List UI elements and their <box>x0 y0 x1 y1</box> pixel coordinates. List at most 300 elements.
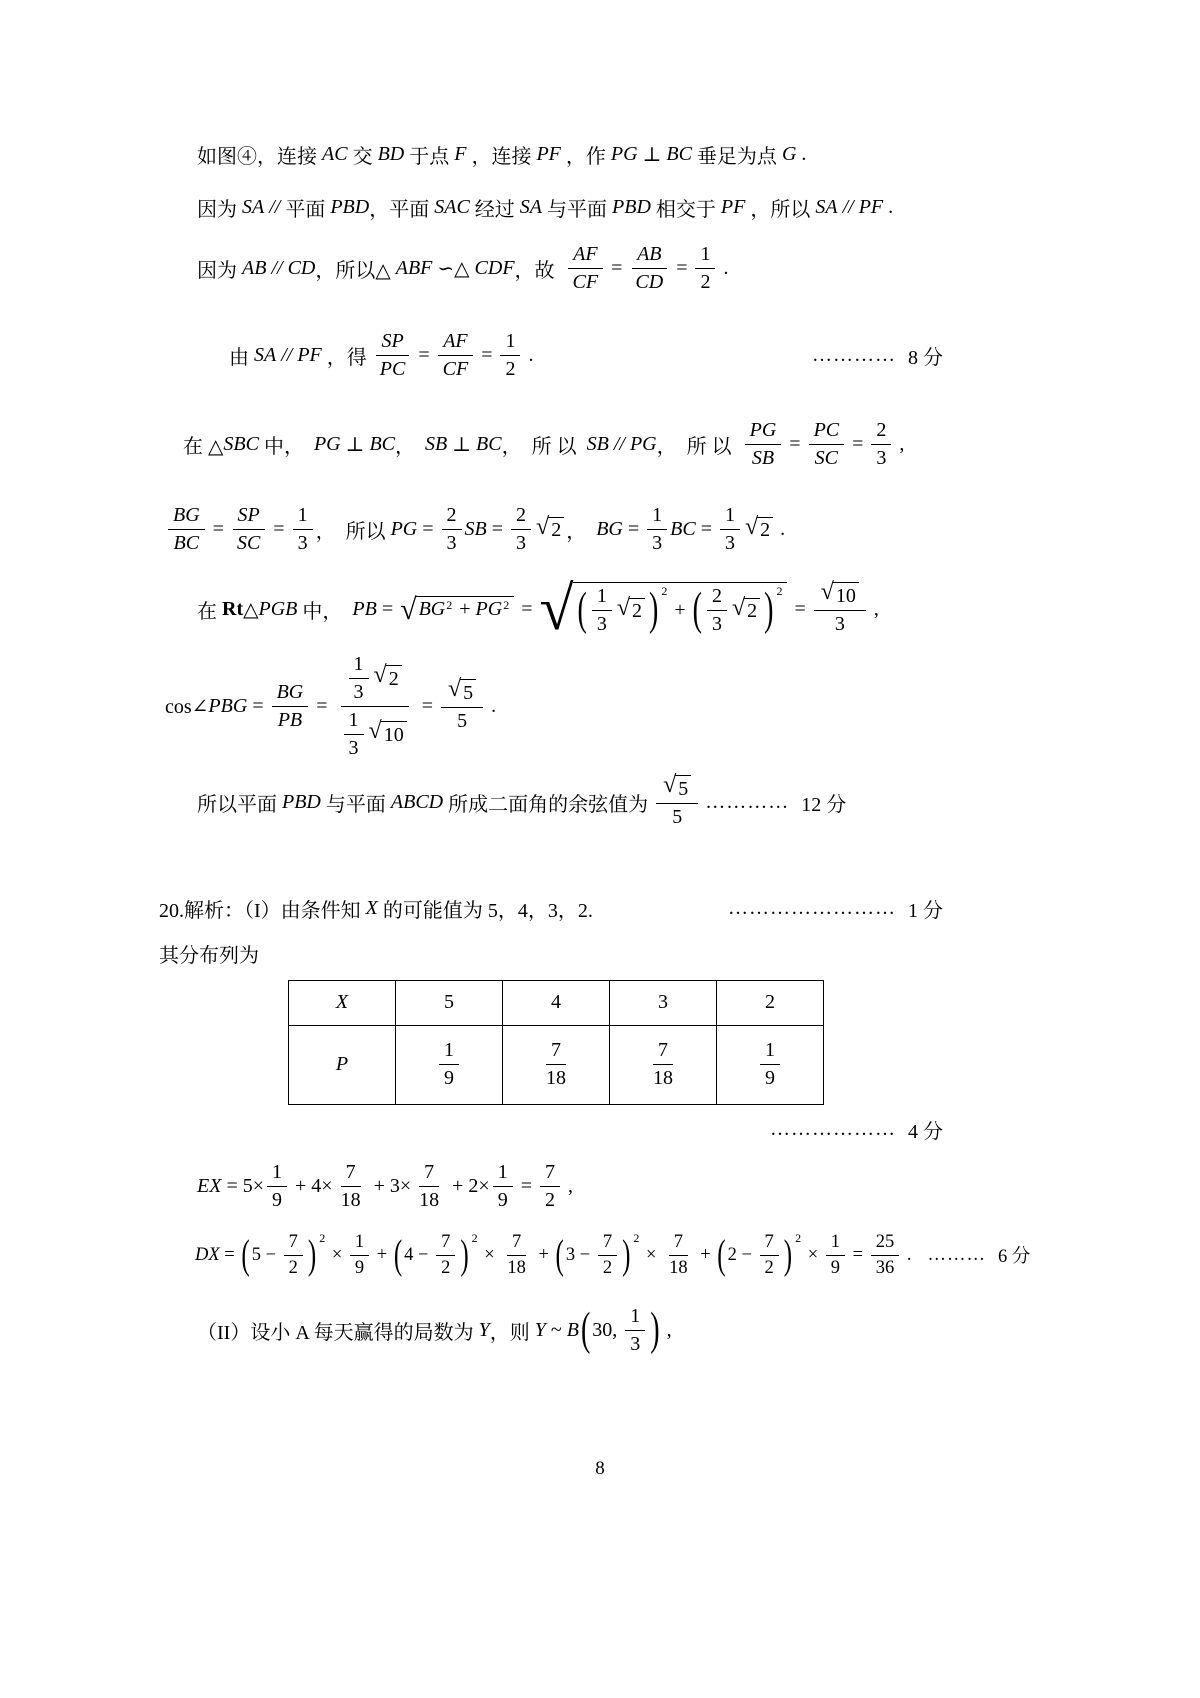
fraction <box>500 329 520 382</box>
radical-sign: √ <box>616 595 631 621</box>
math-text: 5 − <box>251 1244 281 1265</box>
math-text: 7 <box>764 1231 774 1252</box>
math-text: = <box>606 257 628 279</box>
math-variable: PG <box>475 598 503 621</box>
denominator <box>720 530 740 556</box>
fraction <box>349 652 369 705</box>
math-text: 2 <box>632 600 643 622</box>
formula <box>197 193 893 222</box>
math-variable: // <box>276 344 298 366</box>
math-text: = <box>476 344 498 366</box>
denominator <box>336 707 414 761</box>
numerator <box>284 1231 303 1256</box>
math-text: + <box>533 1244 554 1265</box>
table-header-x: X <box>289 980 396 1025</box>
math-variable: PBD <box>330 196 370 218</box>
math-text: 由 <box>229 347 254 369</box>
table-cell-x2: 4 <box>503 980 610 1025</box>
part2-binomial-line <box>197 1304 943 1357</box>
math-variable: SB <box>586 433 609 455</box>
math-variable: BC <box>173 532 200 554</box>
denominator <box>871 445 891 471</box>
dotted-leader: …………………… <box>728 896 896 919</box>
math-text: = <box>207 518 229 540</box>
denominator <box>273 707 307 733</box>
math-text: ，所以 <box>745 199 816 221</box>
numerator <box>233 503 265 530</box>
radicand <box>548 517 564 542</box>
paren: ) <box>307 1233 317 1278</box>
square-root <box>368 717 407 748</box>
score-label: 1 分 <box>908 899 943 922</box>
math-variable: PF <box>297 344 322 366</box>
math-variable: PG <box>610 143 638 165</box>
math-variable: PG <box>629 433 657 455</box>
numerator <box>707 584 727 611</box>
math-variable: SA <box>815 196 838 218</box>
formula <box>165 652 496 761</box>
numerator <box>272 680 309 707</box>
score-label: 12 分 <box>801 793 847 816</box>
math-text: 3 <box>711 613 722 635</box>
math-text: + <box>454 598 476 621</box>
math-text: × <box>327 1244 347 1265</box>
numerator <box>809 418 845 445</box>
formula <box>197 1160 573 1213</box>
table-cell-x4: 2 <box>717 980 824 1025</box>
table-cell-p3 <box>610 1025 717 1104</box>
radical-sign: √ <box>400 593 417 627</box>
numerator <box>826 1231 845 1256</box>
math-text: = <box>311 694 333 717</box>
numerator <box>871 1231 900 1256</box>
math-text: 7 <box>602 1231 613 1252</box>
radicand <box>629 598 645 623</box>
numerator <box>745 418 782 445</box>
math-text: 1 <box>497 1160 508 1183</box>
math-text: 所以平面 <box>197 793 282 816</box>
math-text: ~ <box>545 1319 567 1342</box>
math-text: 与平面 <box>320 793 391 816</box>
math-text: 3 <box>876 447 887 469</box>
numerator <box>540 1160 560 1187</box>
math-text: 3 <box>725 532 735 554</box>
fraction <box>760 1231 779 1280</box>
numerator: 1 <box>760 1038 780 1065</box>
math-text: ，连接 <box>466 146 537 168</box>
math-text: 10 <box>383 723 404 746</box>
math-variable: // <box>837 196 859 218</box>
numerator <box>442 503 462 530</box>
numerator <box>647 503 667 530</box>
math-text: 在 <box>197 601 222 624</box>
math-text: 7 <box>288 1231 298 1252</box>
math-text: ，平面 <box>369 199 435 221</box>
math-variable: SP <box>237 504 260 526</box>
math-text: 2 <box>602 1257 613 1278</box>
math-text: 10 <box>835 585 856 608</box>
math-variable: PF <box>858 196 884 218</box>
denominator <box>630 269 668 295</box>
radicand <box>757 517 773 542</box>
fraction <box>541 1038 571 1091</box>
denominator: 18 <box>546 1067 566 1090</box>
math-variable: AF <box>443 330 468 352</box>
math-text: 1 <box>830 1231 841 1252</box>
denominator <box>169 530 205 556</box>
math-text: 3 − <box>565 1244 595 1265</box>
expectation-line <box>197 1160 943 1213</box>
numerator <box>376 329 408 356</box>
math-text: 3 <box>446 532 457 554</box>
fraction <box>414 1160 444 1213</box>
math-variable: PBD <box>612 196 651 218</box>
fraction <box>707 584 727 637</box>
math-variable: CF <box>442 358 469 380</box>
table-cell-p2 <box>503 1025 610 1104</box>
fraction <box>232 503 265 556</box>
math-variable: // <box>266 257 288 279</box>
math-text: 2 <box>760 519 771 541</box>
denominator <box>664 1256 693 1280</box>
math-text: 25 <box>875 1231 895 1252</box>
math-text: 2 <box>700 271 711 293</box>
score-line-4 <box>165 1115 943 1144</box>
math-text: = <box>413 344 435 366</box>
math-variable: PBD <box>282 790 321 813</box>
denominator <box>500 356 520 382</box>
square-root <box>536 514 564 542</box>
math-variable: AB <box>637 243 662 265</box>
paren: ( <box>692 584 702 636</box>
math-text: 18 <box>340 1188 361 1211</box>
numerator <box>341 1160 361 1187</box>
numerator <box>436 1231 455 1256</box>
fraction <box>272 680 309 733</box>
math-text: 2 <box>551 519 562 541</box>
formula <box>183 418 904 471</box>
fraction <box>436 1231 455 1280</box>
math-text: = <box>268 518 290 540</box>
dotted-leader: ……… <box>927 1244 986 1265</box>
fraction <box>871 1231 900 1280</box>
numerator <box>349 652 369 679</box>
denominator <box>284 1256 303 1280</box>
denominator <box>349 679 369 705</box>
math-text: ，作 <box>560 146 611 168</box>
math-variable: B <box>566 1319 579 1342</box>
numerator <box>168 503 205 530</box>
math-text: 5 <box>457 709 468 732</box>
denominator: 9 <box>444 1067 454 1090</box>
numerator <box>568 242 602 269</box>
math-variable: BG <box>596 518 623 540</box>
denominator <box>540 1187 560 1213</box>
math-text: = <box>515 1174 537 1197</box>
numerator <box>293 503 313 530</box>
math-variable: ABCD <box>390 790 444 813</box>
radical-sign: √ <box>448 675 462 702</box>
table-row-p <box>289 1025 824 1104</box>
denominator <box>667 804 687 830</box>
superscript: 2 <box>503 598 510 613</box>
math-variable: SA <box>254 344 277 366</box>
score-label: 6 分 <box>997 1247 1031 1268</box>
formula <box>197 1304 672 1357</box>
math-text: 3 <box>353 680 364 703</box>
table-cell-p1 <box>396 1025 503 1104</box>
page-number: 8 <box>595 1458 605 1479</box>
math-text: 1 <box>652 504 663 526</box>
math-variable: DX <box>195 1244 220 1265</box>
math-variable: BG <box>418 598 446 621</box>
fraction <box>592 584 612 637</box>
paren: ( <box>577 584 587 636</box>
math-text: 5 <box>672 805 683 828</box>
math-variable: SB <box>425 433 448 455</box>
distribution-intro <box>159 939 943 968</box>
numerator <box>500 329 520 356</box>
math-text: ⊥ <box>637 144 667 166</box>
math-text: 9 <box>830 1257 841 1278</box>
math-variable: PC <box>813 419 840 441</box>
fraction <box>438 329 474 382</box>
score-tail <box>728 894 943 923</box>
numerator <box>625 1304 645 1331</box>
math-text: 在 △ <box>183 436 224 458</box>
math-variable: BC <box>670 518 696 540</box>
superscript: 2 <box>471 1230 478 1245</box>
math-variable: BC <box>369 433 395 455</box>
paren: ) <box>460 1233 469 1278</box>
math-text: 5 <box>463 681 474 704</box>
denominator <box>442 530 462 556</box>
paren: ( <box>241 1233 250 1278</box>
score-tail <box>927 1242 1030 1268</box>
math-variable: SBC <box>223 433 259 455</box>
math-text: 5 <box>678 777 689 800</box>
numerator: 1 <box>439 1038 459 1065</box>
denominator <box>695 269 715 295</box>
math-text: 1 <box>725 504 735 526</box>
fraction <box>441 675 483 734</box>
fraction <box>648 1038 678 1091</box>
radical-sign: √ <box>731 595 746 621</box>
denominator <box>232 530 265 556</box>
numerator <box>598 1231 617 1256</box>
denominator <box>707 611 727 637</box>
math-text: 9 <box>354 1257 365 1278</box>
fraction <box>568 242 604 295</box>
step-pg-bg-values <box>165 503 943 556</box>
fraction <box>826 1231 845 1280</box>
math-text: 20.解析：（I）由条件知 <box>159 899 366 922</box>
math-text: 3 <box>652 532 663 554</box>
math-variable: AC <box>322 143 348 165</box>
step-pb-length <box>197 575 943 643</box>
radical-sign: √ <box>368 717 382 744</box>
math-text: = <box>376 598 399 621</box>
paren: ) <box>764 584 774 636</box>
math-variable: SB <box>464 518 487 540</box>
table-cell-x1: 5 <box>396 980 503 1025</box>
math-text: 7 <box>345 1160 356 1183</box>
radicand <box>386 665 402 692</box>
radical-sign: √ <box>373 661 387 688</box>
square-root <box>616 595 645 623</box>
math-text: 2 <box>876 419 887 441</box>
math-variable: BC <box>666 143 692 165</box>
math-variable: SB <box>751 447 775 469</box>
math-text: × <box>803 1244 823 1265</box>
superscript: 2 <box>776 584 783 598</box>
square-root <box>400 593 514 627</box>
math-text: 30, <box>592 1319 623 1342</box>
denominator <box>871 1256 900 1280</box>
math-text: 经过 <box>469 199 520 221</box>
math-variable: PB <box>277 708 303 731</box>
math-text: . <box>523 344 534 366</box>
math-text: = <box>784 433 806 455</box>
math-variable: // <box>608 433 630 455</box>
dotted-leader: ………… <box>705 790 790 813</box>
radical-sign: √ <box>820 579 834 606</box>
fraction <box>647 503 667 556</box>
superscript: 2 <box>795 1230 802 1245</box>
math-variable: ABF <box>395 257 433 279</box>
paren: ( <box>580 1304 591 1356</box>
numerator <box>814 579 866 611</box>
math-variable: SC <box>236 532 261 554</box>
math-variable: BG <box>173 504 200 526</box>
formula <box>197 140 806 169</box>
numerator <box>438 329 472 356</box>
math-text: , <box>894 433 905 455</box>
superscript: 2 <box>633 1230 640 1245</box>
math-text: 3 <box>516 532 527 554</box>
math-text: 1 <box>297 504 308 526</box>
math-text: ，所以△ <box>315 260 396 282</box>
fraction <box>720 503 740 556</box>
math-text: ， <box>395 436 425 458</box>
math-text: ， <box>566 521 597 543</box>
math-variable: PF <box>720 196 746 218</box>
math-text: 3 <box>348 736 359 759</box>
denominator <box>760 1256 779 1280</box>
step-similar-triangles <box>197 242 943 295</box>
fraction <box>598 1231 617 1280</box>
fraction <box>540 1160 560 1213</box>
denominator <box>414 1187 444 1213</box>
numerator <box>760 1231 779 1256</box>
math-text: 18 <box>669 1257 688 1278</box>
step-ratio-sp-pc <box>229 329 943 382</box>
math-variable: BD <box>377 143 405 165</box>
math-text: 1 <box>354 1231 365 1252</box>
table-row-x <box>289 980 824 1025</box>
math-text: 2 <box>711 585 722 607</box>
math-text: 2 − <box>727 1244 757 1265</box>
math-text: = <box>848 1244 868 1265</box>
denominator <box>568 269 604 295</box>
numerator <box>350 1231 369 1256</box>
math-text: = <box>219 1244 240 1265</box>
math-text: 1 <box>348 708 359 731</box>
denominator <box>810 445 843 471</box>
math-text: 7 <box>673 1231 683 1252</box>
math-variable: Y <box>478 1319 490 1342</box>
math-variable: PG <box>313 433 341 455</box>
math-text: 相交于 <box>650 199 721 221</box>
math-variable: PGB <box>258 598 298 621</box>
math-text: 1 <box>505 330 516 352</box>
denominator <box>826 1256 845 1280</box>
math-text: 因为 <box>197 199 242 221</box>
denominator <box>344 735 364 761</box>
math-variable: BG <box>276 680 304 703</box>
math-text: 1 <box>272 1160 282 1183</box>
fraction <box>442 503 462 556</box>
math-variable: SC <box>814 447 839 469</box>
math-variable: F <box>454 143 467 165</box>
formula <box>195 1231 911 1280</box>
square-root <box>448 675 476 706</box>
math-text: 2 <box>516 504 527 526</box>
math-text: 7 <box>441 1231 451 1252</box>
math-text: + 2× <box>447 1174 490 1197</box>
math-text: 平面 <box>285 199 331 221</box>
math-text: , <box>661 1319 672 1342</box>
math-text: = <box>417 518 439 540</box>
fraction <box>511 503 531 556</box>
score-tail <box>705 788 846 817</box>
square-root <box>820 579 859 609</box>
math-text: 1 <box>630 1305 641 1328</box>
math-variable: PF <box>536 143 561 165</box>
fraction <box>168 503 205 556</box>
denominator <box>830 611 850 637</box>
fraction <box>284 1231 303 1280</box>
math-variable: SAC <box>434 196 470 218</box>
math-text: = <box>695 518 717 540</box>
math-text: + <box>372 1244 392 1265</box>
numerator <box>669 1231 688 1256</box>
math-text: ， 所以 <box>315 521 391 543</box>
math-text: . <box>796 143 807 165</box>
math-text: 36 <box>875 1257 895 1278</box>
radical-sign: √ <box>539 575 574 643</box>
denominator <box>350 1256 369 1280</box>
math-variable: G <box>781 143 797 165</box>
math-variable: BC <box>476 433 502 455</box>
document-body <box>159 140 1031 1357</box>
math-text: 1 <box>700 243 711 265</box>
paren: ) <box>622 1233 631 1278</box>
fraction <box>656 771 698 830</box>
math-text: = <box>516 598 538 621</box>
step-cos-pbg <box>165 652 943 761</box>
math-text: = <box>622 518 645 540</box>
step-dihedral-conclusion <box>197 771 943 830</box>
math-text: 9 <box>497 1188 508 1211</box>
math-text: ， 所 以 <box>656 436 742 458</box>
math-variable: AB <box>242 257 267 279</box>
math-text: 与平面 <box>542 199 613 221</box>
math-text: 3 <box>630 1333 641 1356</box>
math-text: 因为 <box>197 260 242 282</box>
fraction <box>344 708 364 761</box>
math-variable: SA <box>242 196 265 218</box>
